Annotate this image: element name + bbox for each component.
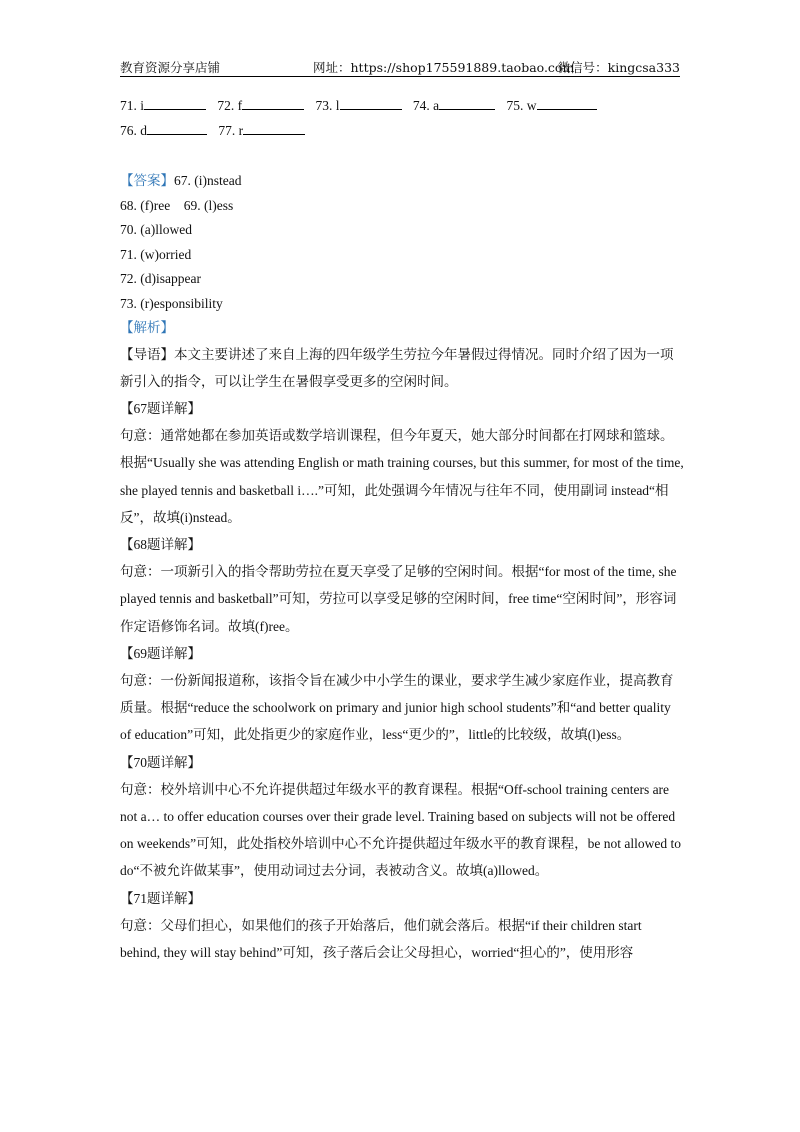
header-url: 网址：https://shop175591889.taobao.com: [313, 60, 575, 75]
answer-line: 71. (w)orried: [120, 246, 192, 262]
blanks-row-1: [120, 94, 685, 119]
section-text-69: 句意：一份新闻报道称，该指令旨在减少中小学生的课业，要求学生减少家庭作业，提高教育质量。根据“reduce the schoolwork on primary and junior high school students”和“and better quality of education”可知，此处指更少的家庭作业，less“更少的”，little的比较级，故填(l)ess。: [120, 672, 674, 743]
blank-item: 73. l: [316, 94, 402, 119]
header-wechat: 微信号：kingcsa333: [557, 60, 680, 75]
analysis-tag: 【解析】: [120, 320, 174, 335]
page-header: [120, 56, 680, 77]
answer-first-line: [120, 169, 685, 194]
section-title-67: 【67题详解】: [120, 400, 201, 416]
blanks-row-2: [120, 119, 685, 144]
section-title-70: 【70题详解】: [120, 754, 201, 770]
answer-line: 68. (f)ree 69. (l)ess: [120, 197, 234, 213]
section-text-71: 句意：父母们担心，如果他们的孩子开始落后，他们就会落后。根据“if their children start behind, they will stay behind”可知，孩子落后会让父母担心，worried“担心的”，使用形容: [120, 917, 642, 960]
intro-paragraph: 【导语】本文主要讲述了来自上海的四年级学生劳拉今年暑假过得情况。同时介绍了因为一项新引入的指令，可以让学生在暑假享受更多的空闲时间。: [120, 346, 674, 389]
answer-tag: 【答案】: [120, 173, 174, 188]
answer-line: 70. (a)llowed: [120, 222, 192, 237]
blank-item: 74. a: [413, 94, 495, 119]
header-shop-name: 教育资源分享店铺: [120, 60, 221, 75]
document-body: [120, 94, 685, 966]
blank-item: 72. f: [217, 94, 304, 119]
section-text-70: 句意：校外培训中心不允许提供超过年级水平的教育课程。根据“Off-school training centers are not a… to offer education courses over their grade level. Training based on subjects will not be offered on weekends”可知，此处指校外培训中心不允许提供超过年级水平的教育课程，be not allowed to do“不被允许做某事”，使用动词过去分词，表被动含义。故填(a)llowed。: [120, 781, 681, 879]
blank-item: 76. d: [120, 119, 207, 144]
section-title-71: 【71题详解】: [120, 890, 201, 906]
answer-line: 73. (r)esponsibility: [120, 295, 223, 311]
section-title-69: 【69题详解】: [120, 645, 201, 661]
section-text-67: 句意：通常她都在参加英语或数学培训课程，但今年夏天，她大部分时间都在打网球和篮球。根据“Usually she was attending English or math training courses, but this summer, for most of the time, she played tennis and basketball i….”可知，此处强调今年情况与往年不同，使用副词 instead“相反”，故填(i)nstead。: [120, 428, 684, 525]
answer-line: 72. (d)isappear: [120, 271, 201, 286]
section-text-68: 句意：一项新引入的指令帮助劳拉在夏天享受了足够的空闲时间。根据“for most of the time, she played tennis and basketball”可知，劳拉可以享受足够的空闲时间，free time“空闲时间”，形容词作定语修饰名词。故填(f)ree。: [120, 564, 677, 634]
answer-line: 67. (i)nstead: [174, 173, 242, 188]
blank-item: 75. w: [507, 94, 597, 119]
blank-item: 71. i: [120, 94, 206, 119]
section-title-68: 【68题详解】: [120, 536, 201, 552]
blank-item: 77. r: [218, 119, 305, 144]
